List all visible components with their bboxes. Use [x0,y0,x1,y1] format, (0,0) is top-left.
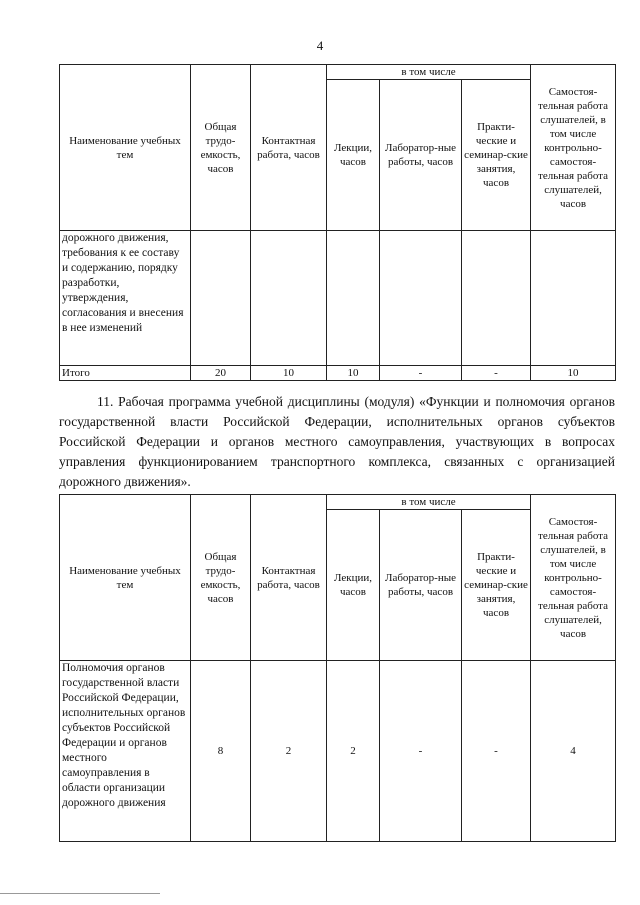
header-lectures-2: Лекции, часов [327,510,380,661]
footer-rule [0,893,160,894]
topic-cell: дорожного движения, требования к ее составу и содержанию, порядку разработки, утверждения, согласования и внесения в нее изменений [60,231,191,366]
row-practice: - [462,661,531,842]
row-lectures: 2 [327,661,380,842]
header-self-2: Самостоя-тельная работа слушателей, в том числе контрольно-самостоя-тельная работа слушателей, часов [531,495,616,661]
header-incl: в том числе [327,65,531,80]
header-contact-2: Контактная работа, часов [251,495,327,661]
total-total: 20 [191,366,251,381]
row-contact: 2 [251,661,327,842]
total-practice: - [462,366,531,381]
header-total: Общая трудо-емкость, часов [191,65,251,231]
row-self: 4 [531,661,616,842]
header-contact: Контактная работа, часов [251,65,327,231]
total-labs: - [380,366,462,381]
total-self: 10 [531,366,616,381]
header-practice: Практи-ческие и семинар-ские занятия, часов [462,80,531,231]
page-number: 4 [316,38,324,53]
row-total: 8 [191,661,251,842]
section-paragraph: 11. Рабочая программа учебной дисциплины (модуля) «Функции и полномочия органов государственной власти Российской Федерации, исполнительных органов субъектов Российской Федерации и органов местного самоуправления, участвующих в вопросах управления функционированием транспортного комплекса, связанных с организацией дорожного движения». [59,394,615,489]
header-total-2: Общая трудо-емкость, часов [191,495,251,661]
total-contact: 10 [251,366,327,381]
curriculum-table-2 [59,494,616,842]
header-incl-2: в том числе [327,495,531,510]
topic-name: Полномочия органов государственной власти Российской Федерации, исполнительных органов субъектов Российской Федерации и органов местного самоуправления в области организации дорожного движения [60,661,191,842]
curriculum-table-1 [59,64,616,381]
total-label: Итого [60,366,191,381]
header-lectures: Лекции, часов [327,80,380,231]
header-labs-2: Лаборатор-ные работы, часов [380,510,462,661]
header-labs: Лаборатор-ные работы, часов [380,80,462,231]
header-practice-2: Практи-ческие и семинар-ские занятия, часов [462,510,531,661]
header-name: Наименование учебных тем [60,65,191,231]
total-lectures: 10 [327,366,380,381]
header-name-2: Наименование учебных тем [60,495,191,661]
row-labs: - [380,661,462,842]
header-self: Самостоя-тельная работа слушателей, в том числе контрольно-самостоя-тельная работа слушателей, часов [531,65,616,231]
